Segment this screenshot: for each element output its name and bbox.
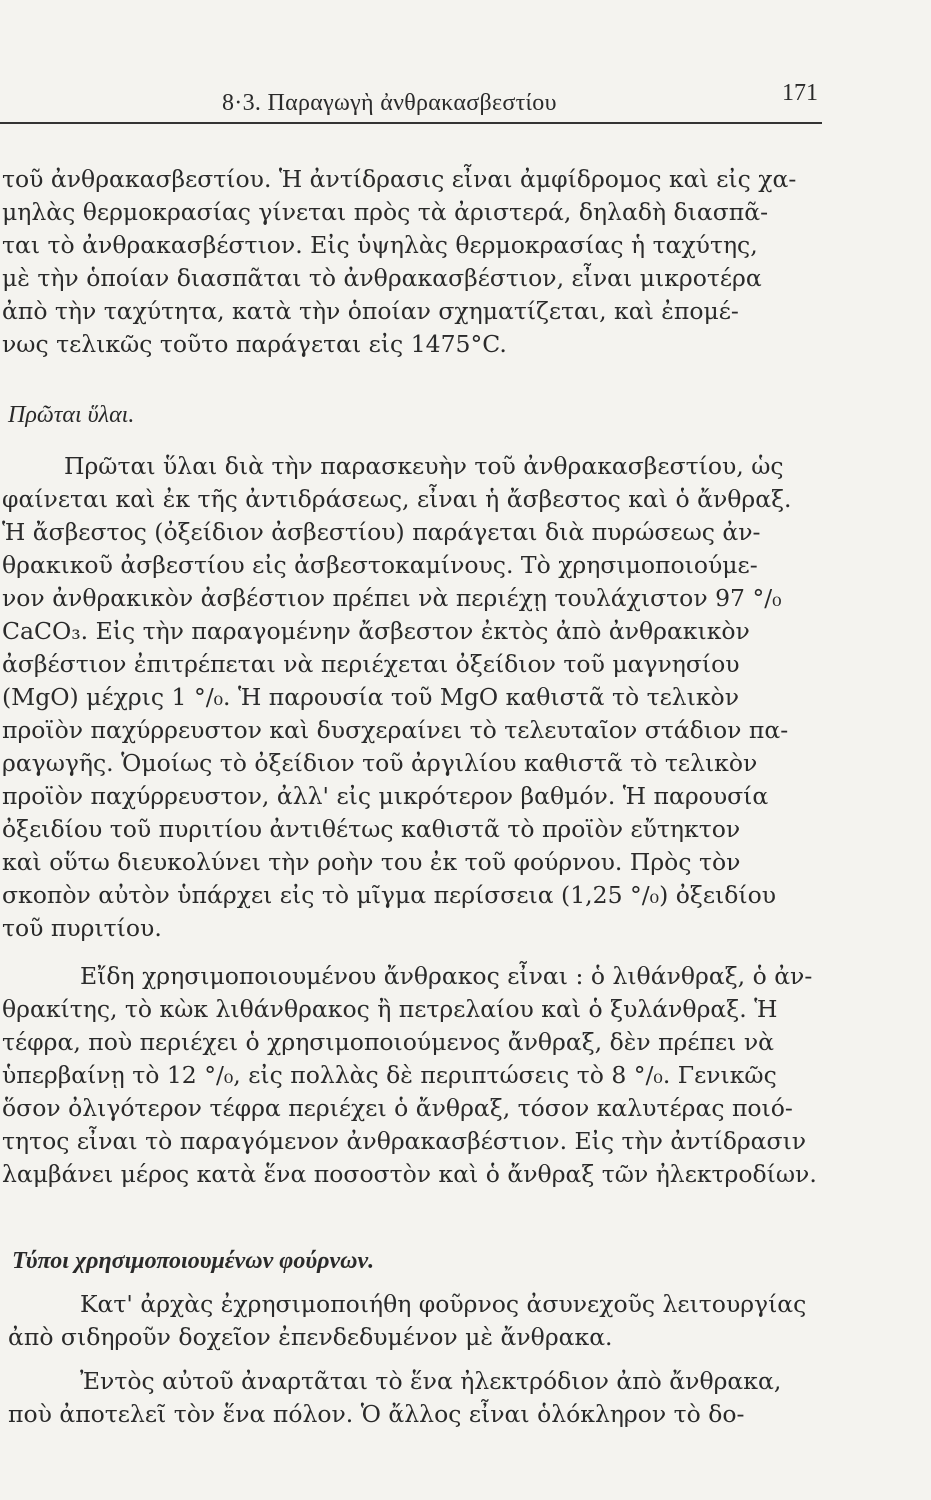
- text-line: μηλὰς θερμοκρασίας γίνεται πρὸς τὰ ἀριστερά, δηλαδὴ διασπᾶ-: [2, 198, 769, 226]
- running-title: 8·3. Παραγωγὴ ἀνθρακασβεστίου: [222, 90, 557, 116]
- text-line: λαμβάνει μέρος κατὰ ἕνα ποσοστὸν καὶ ὁ ἄνθραξ τῶν ἠλεκτροδίων.: [2, 1160, 817, 1188]
- text-line: νως τελικῶς τοῦτο παράγεται εἰς 1475°C.: [2, 330, 507, 358]
- text-line: τοῦ ἀνθρακασβεστίου. Ἡ ἀντίδρασις εἶναι ἀμφίδρομος καὶ εἰς χα-: [2, 165, 797, 193]
- text-line: μὲ τὴν ὁποίαν διασπᾶται τὸ ἀνθρακασβέστιον, εἶναι μικροτέρα: [2, 264, 762, 292]
- page-number: 171: [782, 80, 818, 106]
- text-line: ται τὸ ἀνθρακασβέστιον. Εἰς ὑψηλὰς θερμοκρασίας ἡ ταχύτης,: [2, 231, 758, 259]
- header-rule: [0, 122, 822, 124]
- section-heading: Πρῶται ὕλαι.: [8, 402, 135, 428]
- text-line: καὶ οὕτω διευκολύνει τὴν ροὴν του ἐκ τοῦ φούρνου. Πρὸς τὸν: [2, 848, 741, 876]
- text-line: ὑπερβαίνῃ τὸ 12 °/₀, εἰς πολλὰς δὲ περιπτώσεις τὸ 8 °/₀. Γενικῶς: [2, 1061, 777, 1089]
- text-line: ὀξειδίου τοῦ πυριτίου ἀντιθέτως καθιστᾶ τὸ προϊὸν εὔτηκτον: [2, 815, 741, 843]
- text-line: ἀπὸ τὴν ταχύτητα, κατὰ τὴν ὁποίαν σχηματίζεται, καὶ ἐπομέ-: [2, 297, 739, 325]
- text-line: Ἡ ἄσβεστος (ὀξείδιον ἀσβεστίου) παράγεται διὰ πυρώσεως ἀν-: [2, 518, 761, 546]
- text-line: ραγωγῆς. Ὁμοίως τὸ ὀξείδιον τοῦ ἀργιλίου καθιστᾶ τὸ τελικὸν: [2, 749, 758, 777]
- text-line: σκοπὸν αὐτὸν ὑπάρχει εἰς τὸ μῖγμα περίσσεια (1,25 °/₀) ὀξειδίου: [2, 881, 777, 909]
- text-line: τοῦ πυριτίου.: [2, 914, 162, 942]
- section-heading: Τύποι χρησιμοποιουμένων φούρνων.: [12, 1248, 375, 1274]
- running-header: [0, 78, 822, 118]
- text-line: Κατ' ἀρχὰς ἐχρησιμοποιήθη φοῦρνος ἀσυνεχοῦς λειτουργίας: [80, 1290, 807, 1318]
- text-line: θρακικοῦ ἀσβεστίου εἰς ἀσβεστοκαμίνους. Τὸ χρησιμοποιούμε-: [2, 551, 758, 579]
- text-line: ποὺ ἀποτελεῖ τὸν ἕνα πόλον. Ὁ ἄλλος εἶναι ὁλόκληρον τὸ δο-: [8, 1400, 745, 1428]
- text-line: νον ἀνθρακικὸν ἀσβέστιον πρέπει νὰ περιέχῃ τουλάχιστον 97 °/₀: [2, 584, 782, 612]
- text-line: Ἐντὸς αὐτοῦ ἀναρτᾶται τὸ ἕνα ἠλεκτρόδιον ἀπὸ ἄνθρακα,: [80, 1367, 782, 1395]
- text-line: ἀσβέστιον ἐπιτρέπεται νὰ περιέχεται ὀξείδιον τοῦ μαγνησίου: [2, 650, 740, 678]
- text-line: τητος εἶναι τὸ παραγόμενον ἀνθρακασβέστιον. Εἰς τὴν ἀντίδρασιν: [2, 1127, 807, 1155]
- text-line: Εἴδη χρησιμοποιουμένου ἄνθρακος εἶναι : ὁ λιθάνθραξ, ὁ ἀν-: [80, 962, 813, 990]
- text-line: ὅσον ὀλιγότερον τέφρα περιέχει ὁ ἄνθραξ, τόσον καλυτέρας ποιό-: [2, 1094, 793, 1122]
- text-line: θρακίτης, τὸ κὼκ λιθάνθρακος ἢ πετρελαίου καὶ ὁ ξυλάνθραξ. Ἡ: [2, 995, 778, 1023]
- text-line: CaCO₃. Εἰς τὴν παραγομένην ἄσβεστον ἐκτὸς ἀπὸ ἀνθρακικὸν: [2, 617, 750, 645]
- text-line: προϊὸν παχύρρευστον, ἀλλ' εἰς μικρότερον βαθμόν. Ἡ παρουσία: [2, 782, 769, 810]
- text-line: (MgO) μέχρις 1 °/₀. Ἡ παρουσία τοῦ MgO καθιστᾶ τὸ τελικὸν: [2, 683, 739, 711]
- text-line: φαίνεται καὶ ἐκ τῆς ἀντιδράσεως, εἶναι ἡ ἄσβεστος καὶ ὁ ἄνθραξ.: [2, 485, 792, 513]
- text-line: τέφρα, ποὺ περιέχει ὁ χρησιμοποιούμενος ἄνθραξ, δὲν πρέπει νὰ: [2, 1028, 774, 1056]
- text-line: ἀπὸ σιδηροῦν δοχεῖον ἐπενδεδυμένον μὲ ἄνθρακα.: [8, 1323, 613, 1351]
- text-line: Πρῶται ὕλαι διὰ τὴν παρασκευὴν τοῦ ἀνθρακασβεστίου, ὡς: [64, 452, 784, 480]
- text-line: προϊὸν παχύρρευστον καὶ δυσχεραίνει τὸ τελευταῖον στάδιον πα-: [2, 716, 789, 744]
